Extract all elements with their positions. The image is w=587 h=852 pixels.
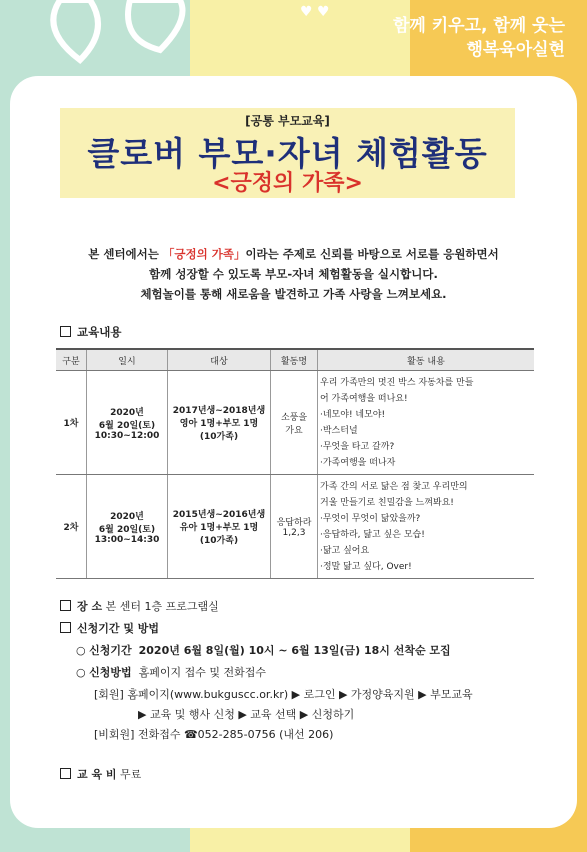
table-row: 1차 2020년 6월 20일(토) 10:30~12:00 2017년생~2018년생 영아 1명+부모 1명 (10가족) 소풍을 가요 우리 가족만의 멋진 박스 자동차를 만들 어 가족여행을 떠나요! ·네모야! 네모야! ·박스터널 ·무엇을 타고 갈까? ·가족여행을 떠나자 xyxy=(56,371,534,475)
schedule-table xyxy=(56,348,534,579)
page-subtitle: <긍정의 가족> xyxy=(212,171,363,196)
apply-period: ○ 신청기간 2020년 6월 8일(월) 10시 ~ 6월 13일(금) 18시 선착순 모집 xyxy=(76,644,451,657)
apply-section: 신청기간 및 방법 xyxy=(60,620,159,636)
page-title: 클로버 부모·자녀 체험활동 xyxy=(87,134,488,173)
table-header: 구분 xyxy=(56,349,87,371)
checkbox-icon xyxy=(60,326,71,337)
table-header: 활동 내용 xyxy=(318,349,535,371)
hearts-icon: ♥ ♥ xyxy=(300,4,330,20)
leaf-decoration-icon xyxy=(40,0,190,70)
table-header: 대상 xyxy=(168,349,271,371)
member-instructions: [회원] 홈페이지(www.bukguscc.or.kr) ▶ 로그인 ▶ 가정양육지원 ▶ 부모교육 xyxy=(94,688,473,701)
section-edu: 교육내용 xyxy=(60,324,121,340)
table-row: 2차 2020년 6월 20일(토) 13:00~14:30 2015년생~2016년생 유아 1명+부모 1명 (10가족) 응답하라 1,2,3 가족 간의 서로 닮은 점 찾고 우리만의 거울 만들기로 친밀감을 느껴봐요! ·무엇이 무엇이 닮았을까? ·응답하라, 닮고 싶은 모습! ·닮고 싶어요 ·정말 닮고 싶다, Over! xyxy=(56,475,534,579)
poster-card xyxy=(10,76,577,828)
checkbox-icon xyxy=(60,600,71,611)
title-box xyxy=(60,108,515,198)
member-instructions-cont: ▶ 교육 및 행사 신청 ▶ 교육 선택 ▶ 신청하기 xyxy=(138,708,355,721)
checkbox-icon xyxy=(60,622,71,633)
table-header: 활동명 xyxy=(271,349,318,371)
fee-line: 교 육 비 무료 xyxy=(60,766,141,782)
table-header: 일시 xyxy=(87,349,168,371)
checkbox-icon xyxy=(60,768,71,779)
slogan: 함께 키우고, 함께 웃는 행복육아실현 xyxy=(392,16,565,60)
nonmember-instructions: [비회원] 전화접수 ☎052-285-0756 (내선 206) xyxy=(94,728,334,741)
apply-method: ○ 신청방법 홈페이지 접수 및 전화접수 xyxy=(76,666,266,679)
intro-text: 본 센터에서는 「긍정의 가족」이라는 주제로 신뢰를 바탕으로 서로를 응원하면서 함께 성장할 수 있도록 부모-자녀 체험활동을 실시합니다. 체험놀이를 통해 새로움을 발견하고 가족 사랑을 느껴보세요. xyxy=(88,247,499,301)
title-category: [공통 부모교육] xyxy=(245,114,330,128)
place-line: 장 소 본 센터 1층 프로그램실 xyxy=(60,598,219,614)
